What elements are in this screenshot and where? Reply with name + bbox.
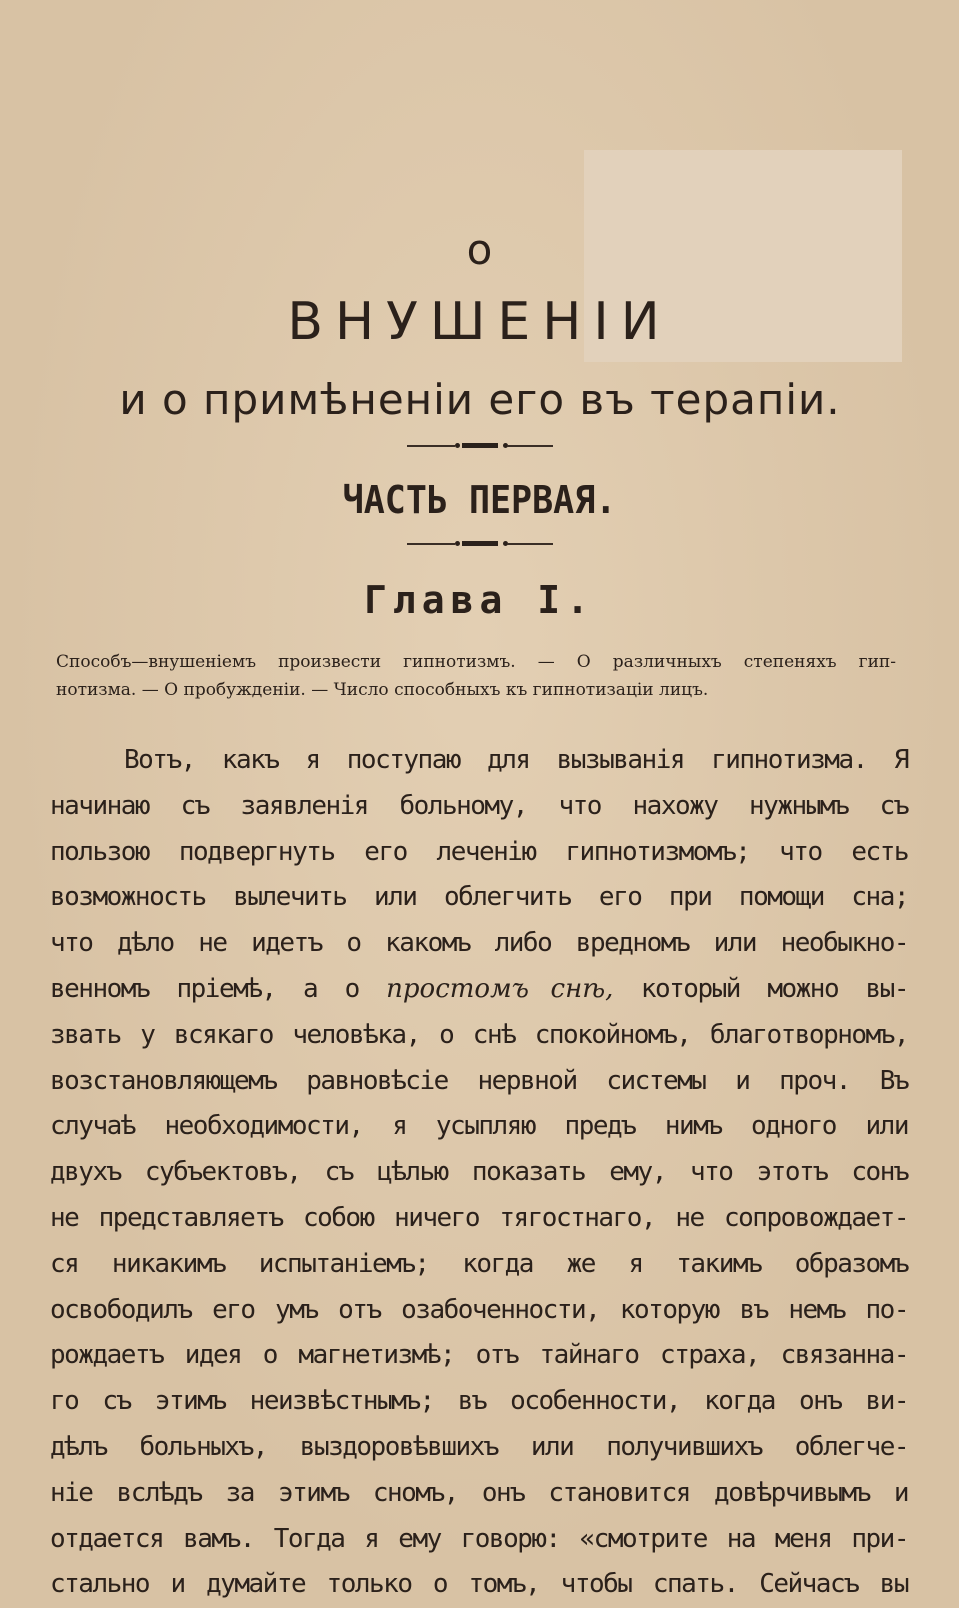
text-line: случаѣ необходимости, я усыпляю предъ нимъ одного или [50, 1111, 908, 1142]
chapter-summary [56, 648, 896, 704]
text-segment: который можно вы- [613, 973, 908, 1004]
title-preposition: о [466, 225, 493, 274]
italic-phrase: простомъ снѣ, [386, 973, 614, 1004]
text-line: ніе вслѣдъ за этимъ сномъ, онъ становится довѣрчивымъ и [50, 1477, 908, 1508]
summary-line: Способъ—внушеніемъ произвести гипнотизмъ. — О различныхъ степеняхъ гип- [56, 652, 896, 672]
text-line: не представляетъ собою ничего тягостнаго, не сопровождает- [50, 1202, 908, 1233]
ornamental-rule-bottom [407, 538, 553, 550]
text-line: го съ этимъ неизвѣстнымъ; въ особенности, когда онъ ви- [50, 1386, 908, 1417]
text-segment: венномъ пріемѣ, а о [50, 973, 387, 1004]
text-line: что дѣло не идетъ о какомъ либо вредномъ или необыкно- [50, 928, 908, 959]
text-line: отдается вамъ. Тогда я ему говорю: «смотрите на меня при- [50, 1523, 908, 1554]
title-subtitle: и о примѣненіи его въ терапіи. [119, 375, 841, 424]
text-line: рождаетъ идея о магнетизмѣ; отъ тайнаго страха, связанна- [50, 1340, 908, 1371]
text-line: возстановляющемъ равновѣсіе нервной системы и проч. Въ [50, 1065, 908, 1096]
text-line: начинаю съ заявленія больному, что нахожу нужнымъ съ [50, 790, 908, 821]
summary-line: нотизма. — О пробужденіи. — Число способныхъ къ гипнотизаціи лицъ. [56, 680, 709, 700]
text-line: стально и думайте только о томъ, чтобы спать. Сейчасъ вы [50, 1569, 908, 1600]
text-line: ся никакимъ испытаніемъ; когда же я такимъ образомъ [50, 1248, 908, 1279]
part-title: ЧАСТЬ ПЕРВАЯ. [342, 478, 617, 522]
text-line: звать у всякаго человѣка, о снѣ спокойномъ, благотворномъ, [50, 1019, 908, 1050]
text-line: возможность вылечить или облегчить его при помощи сна; [50, 882, 908, 913]
title-main: ВНУШЕНІИ [287, 292, 672, 352]
text-line: освободилъ его умъ отъ озабоченности, которую въ немъ по- [50, 1294, 908, 1325]
text-line: пользою подвергнуть его леченію гипнотизмомъ; что есть [50, 836, 908, 867]
text-line: двухъ субъектовъ, съ цѣлью показать ему, что этотъ сонъ [50, 1157, 908, 1188]
body-paragraph [50, 738, 908, 1608]
text-line: дѣлъ больныхъ, выздоровѣвшихъ или получившихъ облегче- [50, 1431, 908, 1462]
text-line [50, 967, 908, 1013]
ornamental-rule-top [407, 440, 553, 452]
chapter-title: Глава I. [363, 578, 596, 622]
text-line: Вотъ, какъ я поступаю для вызыванія гипнотизма. Я [124, 745, 908, 775]
